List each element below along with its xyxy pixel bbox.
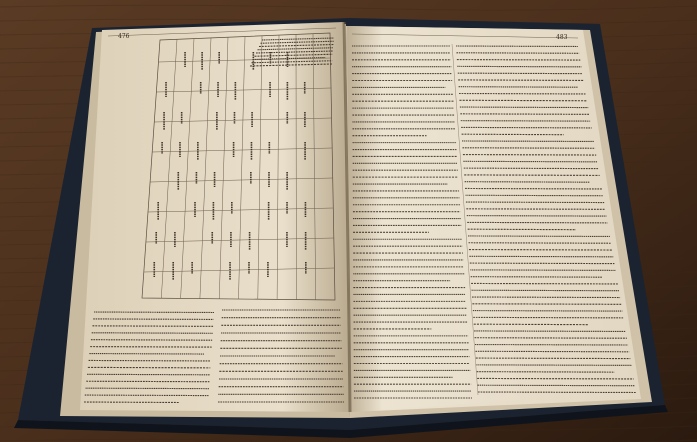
text-line (93, 319, 213, 320)
text-line (457, 60, 580, 61)
text-line (89, 354, 204, 355)
text-line (90, 347, 212, 348)
text-line (86, 388, 209, 389)
text-line (459, 93, 586, 94)
left-page-number: 476 (118, 33, 130, 40)
right-page-number: 483 (556, 34, 568, 41)
text-line (91, 340, 212, 341)
left-page (80, 22, 350, 412)
